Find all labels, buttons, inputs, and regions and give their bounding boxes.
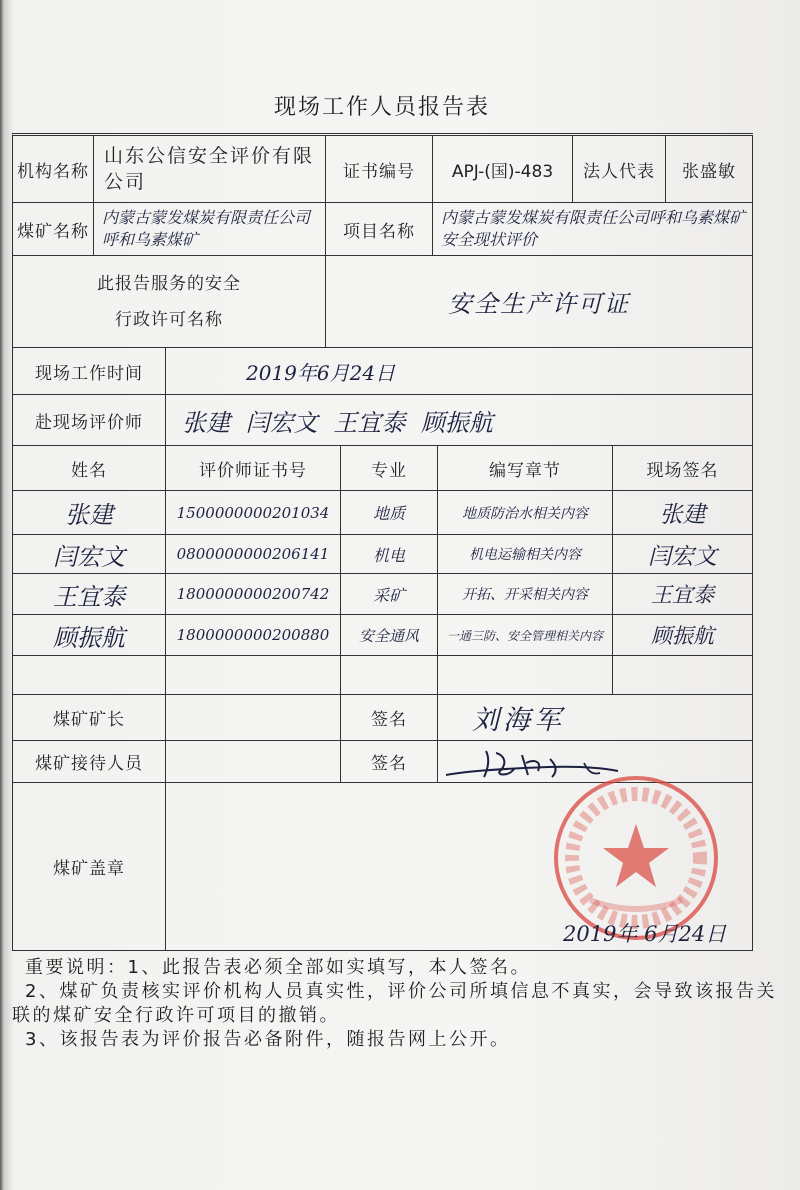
page-title: 现场工作人员报告表: [273, 95, 490, 120]
permit-value: 安全生产许可证: [326, 256, 753, 348]
important-notes: [12, 956, 787, 1052]
reception-sign-label: 签名: [341, 741, 438, 783]
staff-chapter: 机电运输相关内容: [438, 535, 613, 574]
staff-signature: 张建: [613, 491, 753, 535]
seal-label: 煤矿盖章: [13, 783, 166, 951]
staff-name: 闫宏文: [13, 535, 166, 574]
cert-value: APJ-(国)-483: [433, 136, 573, 203]
mine-label: 煤矿名称: [13, 203, 94, 256]
manager-blank: [166, 695, 341, 741]
blank-cell: [613, 656, 753, 695]
seal-date: 2019年 6月24日: [563, 922, 727, 946]
manager-signature: 刘海军: [438, 695, 753, 741]
work-time-label: 现场工作时间: [13, 348, 166, 395]
header-cert: 评价师证书号: [166, 446, 341, 491]
note-item: 2、煤矿负责核实评价机构人员真实性，评价公司所填信息不真实，会导致该报告关联的煤矿安全行政许可项目的撤销。: [12, 981, 777, 1026]
blank-cell: [438, 656, 613, 695]
staff-cert: 1800000000200742: [166, 574, 341, 615]
permit-label: 此报告服务的安全行政许可名称: [97, 273, 241, 330]
header-signature: 现场签名: [613, 446, 753, 491]
staff-signature: 闫宏文: [613, 535, 753, 574]
staff-chapter: 一通三防、安全管理相关内容: [438, 615, 613, 656]
staff-signature: 王宜泰: [613, 574, 753, 615]
staff-chapter: 开拓、开采相关内容: [438, 574, 613, 615]
header-name: 姓名: [13, 446, 166, 491]
staff-chapter: 地质防治水相关内容: [438, 491, 613, 535]
staff-name: 王宜泰: [13, 574, 166, 615]
staff-major: 安全通风: [341, 615, 438, 656]
rep-value: 张盛敏: [666, 136, 753, 203]
staff-cert: 0800000000206141: [166, 535, 341, 574]
staff-name: 张建: [13, 491, 166, 535]
staff-name: 顾振航: [13, 615, 166, 656]
mine-value: 内蒙古蒙发煤炭有限责任公司呼和乌素煤矿: [94, 203, 326, 256]
staff-major: 机电: [341, 535, 438, 574]
header-major: 专业: [341, 446, 438, 491]
staff-major: 地质: [341, 491, 438, 535]
project-value: 内蒙古蒙发煤炭有限责任公司呼和乌素煤矿安全现状评价: [433, 203, 753, 256]
note-item: 3、该报告表为评价报告必备附件，随报告网上公开。: [25, 1029, 511, 1050]
reception-label: 煤矿接待人员: [13, 741, 166, 783]
blank-cell: [166, 656, 341, 695]
rep-label: 法人代表: [573, 136, 666, 203]
staff-major: 采矿: [341, 574, 438, 615]
manager-label: 煤矿矿长: [13, 695, 166, 741]
permit-label-cell: [13, 256, 326, 348]
note-item: 重要说明：1、此报告表必须全部如实填写，本人签名。: [25, 957, 531, 978]
manager-sign-label: 签名: [341, 695, 438, 741]
org-label: 机构名称: [13, 136, 94, 203]
staff-signature: 顾振航: [613, 615, 753, 656]
reception-blank: [166, 741, 341, 783]
assessors-label: 赴现场评价师: [13, 395, 166, 446]
blank-cell: [341, 656, 438, 695]
staff-cert: 1500000000201034: [166, 491, 341, 535]
staff-cert: 1800000000200880: [166, 615, 341, 656]
org-value: 山东公信安全评价有限公司: [94, 136, 326, 203]
cert-label: 证书编号: [326, 136, 433, 203]
blank-cell: [13, 656, 166, 695]
project-label: 项目名称: [326, 203, 433, 256]
work-time-value: 2019年6月24日: [166, 348, 753, 395]
header-chapter: 编写章节: [438, 446, 613, 491]
assessors-value: 张建 闫宏文 王宜泰 顾振航: [166, 395, 753, 446]
